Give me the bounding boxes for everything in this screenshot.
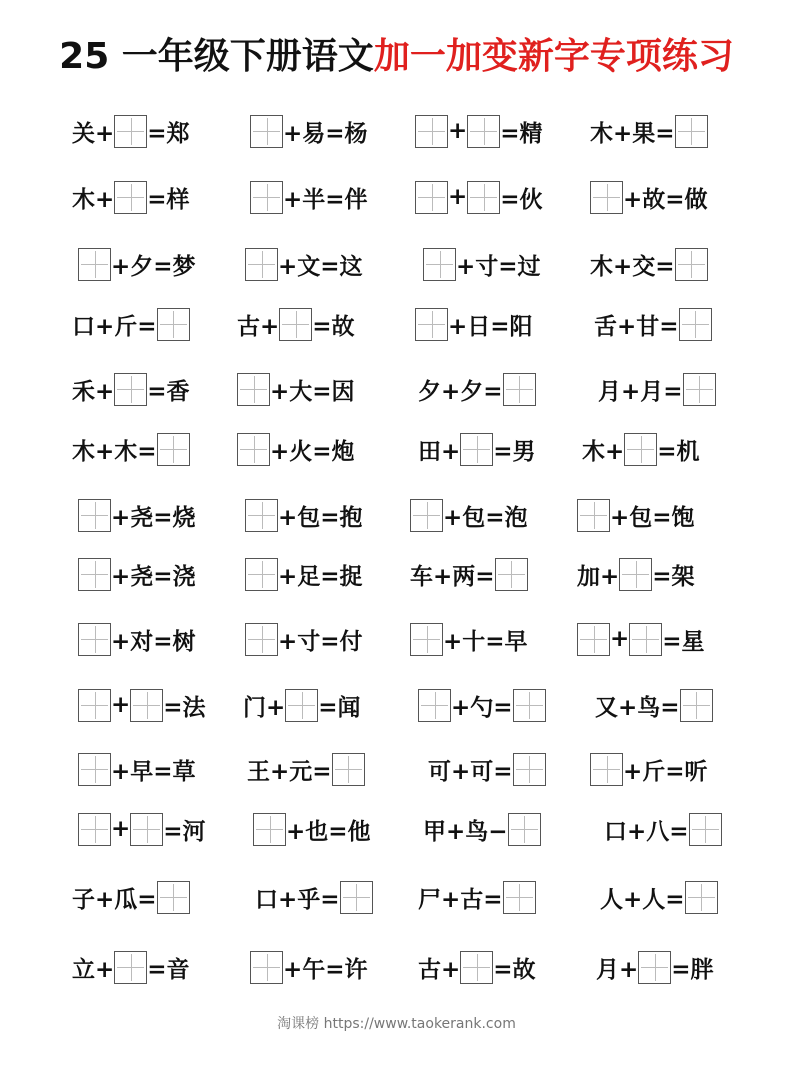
exercise-item — [410, 620, 528, 658]
equation-text: =故 — [312, 313, 355, 340]
equation-text: 木+ — [72, 186, 115, 213]
equation-text: 月+月= — [598, 378, 683, 405]
answer-box[interactable] — [503, 881, 536, 914]
equation-text: +火=炮 — [270, 438, 355, 465]
answer-box[interactable] — [590, 753, 623, 786]
equation-text: 田+ — [418, 438, 461, 465]
exercise-item — [594, 305, 712, 343]
equation-text: =法 — [163, 694, 206, 721]
exercise-item — [78, 810, 206, 848]
equation-text: =音 — [147, 956, 190, 983]
exercise-item — [237, 370, 355, 408]
exercise-item — [577, 620, 705, 658]
equation-text: +尧=浇 — [111, 563, 196, 590]
answer-box[interactable] — [114, 181, 147, 214]
equation-text: =星 — [662, 628, 705, 655]
equation-text: +勺= — [451, 694, 513, 721]
answer-box[interactable] — [340, 881, 373, 914]
equation-text: =机 — [657, 438, 700, 465]
exercise-item — [78, 620, 196, 658]
answer-box[interactable] — [250, 115, 283, 148]
answer-box[interactable] — [415, 115, 448, 148]
answer-box[interactable] — [503, 373, 536, 406]
answer-box[interactable] — [78, 689, 111, 722]
exercise-item — [72, 370, 190, 408]
answer-box[interactable] — [415, 181, 448, 214]
answer-box[interactable] — [78, 248, 111, 281]
equation-text: 木+木= — [72, 438, 157, 465]
equation-text: +早=草 — [111, 758, 196, 785]
footer-watermark: 淘课榜 https://www.taokerank.com — [277, 1016, 516, 1032]
equation-text: 关+ — [72, 120, 115, 147]
exercise-item — [237, 430, 355, 468]
equation-text: +午=许 — [283, 956, 368, 983]
answer-box[interactable] — [513, 689, 546, 722]
answer-box[interactable] — [78, 499, 111, 532]
equation-text: 木+交= — [590, 253, 675, 280]
exercise-item — [590, 750, 708, 788]
answer-box[interactable] — [285, 689, 318, 722]
equation-text: =男 — [493, 438, 536, 465]
exercise-item — [418, 430, 536, 468]
equation-text: +文=这 — [278, 253, 363, 280]
exercise-item — [418, 686, 546, 724]
answer-box[interactable] — [689, 813, 722, 846]
exercise-item — [255, 878, 373, 916]
exercise-item — [72, 878, 190, 916]
exercise-item — [245, 496, 363, 534]
answer-box[interactable] — [513, 753, 546, 786]
equation-text: =故 — [493, 956, 536, 983]
answer-box[interactable] — [130, 813, 163, 846]
exercise-item — [596, 948, 714, 986]
exercise-item — [72, 305, 190, 343]
exercise-item — [582, 430, 700, 468]
exercise-item — [247, 750, 365, 788]
equation-text: 立+ — [72, 956, 115, 983]
exercise-item — [410, 496, 528, 534]
exercise-item — [577, 555, 695, 593]
equation-text: 车+两= — [410, 563, 495, 590]
equation-text: =闻 — [318, 694, 361, 721]
equation-text: 禾+ — [72, 378, 115, 405]
equation-text: 木+ — [582, 438, 625, 465]
equation-text: +故=做 — [623, 186, 708, 213]
answer-box[interactable] — [590, 181, 623, 214]
answer-box[interactable] — [78, 813, 111, 846]
equation-text: =伙 — [500, 186, 543, 213]
answer-box[interactable] — [332, 753, 365, 786]
exercise-item — [78, 496, 196, 534]
equation-text: 甲+鸟− — [423, 818, 508, 845]
equation-text: =样 — [147, 186, 190, 213]
exercise-item — [590, 112, 708, 150]
exercise-item — [250, 948, 368, 986]
exercise-item — [428, 750, 546, 788]
exercise-item — [245, 245, 363, 283]
answer-box[interactable] — [157, 308, 190, 341]
equation-text: =郑 — [147, 120, 190, 147]
exercise-item — [72, 948, 190, 986]
answer-box[interactable] — [245, 499, 278, 532]
equation-text: +尧=烧 — [111, 504, 196, 531]
equation-text: + — [448, 184, 468, 210]
answer-box[interactable] — [114, 951, 147, 984]
answer-box[interactable] — [467, 181, 500, 214]
answer-box[interactable] — [577, 499, 610, 532]
exercise-item — [78, 686, 206, 724]
equation-text: + — [111, 816, 131, 842]
exercise-item — [598, 370, 716, 408]
answer-box[interactable] — [680, 689, 713, 722]
answer-box[interactable] — [495, 558, 528, 591]
equation-text: 口+乎= — [255, 886, 340, 913]
answer-box[interactable] — [460, 433, 493, 466]
equation-text: 又+鸟= — [595, 694, 680, 721]
answer-box[interactable] — [157, 881, 190, 914]
equation-text: +寸=过 — [456, 253, 541, 280]
exercise-item — [600, 878, 718, 916]
equation-text: + — [448, 118, 468, 144]
exercise-item — [595, 686, 713, 724]
exercise-item — [78, 750, 196, 788]
answer-box[interactable] — [245, 248, 278, 281]
equation-text: =河 — [163, 818, 206, 845]
answer-box[interactable] — [157, 433, 190, 466]
equation-text: 口+八= — [604, 818, 689, 845]
equation-text: +日=阳 — [448, 313, 533, 340]
exercise-item — [423, 810, 541, 848]
equation-text: 古+ — [418, 956, 461, 983]
answer-box[interactable] — [250, 181, 283, 214]
equation-text: +大=因 — [270, 378, 355, 405]
equation-text: 可+可= — [428, 758, 513, 785]
answer-box[interactable] — [638, 951, 671, 984]
equation-text: 子+瓜= — [72, 886, 157, 913]
equation-text: +对=树 — [111, 628, 196, 655]
equation-text: 尸+古= — [418, 886, 503, 913]
equation-text: 门+ — [243, 694, 286, 721]
equation-text: 夕+夕= — [418, 378, 503, 405]
exercise-item — [577, 496, 695, 534]
equation-text: +包=泡 — [443, 504, 528, 531]
answer-box[interactable] — [130, 689, 163, 722]
answer-box[interactable] — [78, 623, 111, 656]
exercise-item — [243, 686, 361, 724]
title-topic: 加一加变新字专项练习 — [373, 36, 734, 77]
equation-text: 月+ — [596, 956, 639, 983]
equation-text: 王+元= — [247, 758, 332, 785]
equation-text: 人+人= — [600, 886, 685, 913]
answer-box[interactable] — [418, 689, 451, 722]
exercise-item — [418, 878, 536, 916]
answer-box[interactable] — [629, 623, 662, 656]
answer-box[interactable] — [78, 558, 111, 591]
exercise-item — [590, 245, 708, 283]
answer-box[interactable] — [683, 373, 716, 406]
exercise-item — [423, 245, 541, 283]
exercise-item — [415, 305, 533, 343]
exercise-item — [590, 178, 708, 216]
answer-box[interactable] — [624, 433, 657, 466]
equation-text: =胖 — [671, 956, 714, 983]
exercise-item — [245, 620, 363, 658]
answer-box[interactable] — [679, 308, 712, 341]
answer-box[interactable] — [253, 813, 286, 846]
exercise-item — [410, 555, 528, 593]
exercise-item — [415, 112, 543, 150]
answer-box[interactable] — [245, 558, 278, 591]
answer-box[interactable] — [685, 881, 718, 914]
equation-text: +包=抱 — [278, 504, 363, 531]
equation-text: +易=杨 — [283, 120, 368, 147]
equation-text: =架 — [652, 563, 695, 590]
equation-text: +寸=付 — [278, 628, 363, 655]
answer-box[interactable] — [279, 308, 312, 341]
answer-box[interactable] — [467, 115, 500, 148]
equation-text: +十=早 — [443, 628, 528, 655]
equation-text: +包=饱 — [610, 504, 695, 531]
exercise-item — [72, 112, 190, 150]
answer-box[interactable] — [114, 373, 147, 406]
equation-text: 舌+甘= — [594, 313, 679, 340]
equation-text: 加+ — [577, 563, 620, 590]
equation-text: +足=捉 — [278, 563, 363, 590]
answer-box[interactable] — [245, 623, 278, 656]
exercise-item — [250, 112, 368, 150]
equation-text: +半=伴 — [283, 186, 368, 213]
exercise-item — [78, 555, 196, 593]
answer-box[interactable] — [675, 115, 708, 148]
equation-text: +也=他 — [286, 818, 371, 845]
exercise-item — [253, 810, 371, 848]
exercise-item — [604, 810, 722, 848]
exercise-item — [72, 430, 190, 468]
answer-box[interactable] — [237, 433, 270, 466]
title-grade: 25 一年级下册语文 — [59, 36, 374, 77]
exercise-item — [418, 370, 536, 408]
answer-box[interactable] — [423, 248, 456, 281]
exercise-item — [250, 178, 368, 216]
answer-box[interactable] — [577, 623, 610, 656]
equation-text: + — [610, 626, 630, 652]
answer-box[interactable] — [508, 813, 541, 846]
exercise-item — [415, 178, 543, 216]
exercise-item — [245, 555, 363, 593]
answer-box[interactable] — [78, 753, 111, 786]
answer-box[interactable] — [675, 248, 708, 281]
answer-box[interactable] — [114, 115, 147, 148]
answer-box[interactable] — [415, 308, 448, 341]
exercise-item — [72, 178, 190, 216]
answer-box[interactable] — [237, 373, 270, 406]
equation-text: 木+果= — [590, 120, 675, 147]
equation-text: + — [111, 692, 131, 718]
equation-text: 口+斤= — [72, 313, 157, 340]
equation-text: 古+ — [237, 313, 280, 340]
exercise-item — [78, 245, 196, 283]
answer-box[interactable] — [410, 499, 443, 532]
equation-text: +夕=梦 — [111, 253, 196, 280]
answer-box[interactable] — [410, 623, 443, 656]
answer-box[interactable] — [250, 951, 283, 984]
answer-box[interactable] — [460, 951, 493, 984]
exercise-item — [418, 948, 536, 986]
equation-text: =香 — [147, 378, 190, 405]
equation-text: =精 — [500, 120, 543, 147]
exercise-item — [237, 305, 355, 343]
equation-text: +斤=听 — [623, 758, 708, 785]
answer-box[interactable] — [619, 558, 652, 591]
